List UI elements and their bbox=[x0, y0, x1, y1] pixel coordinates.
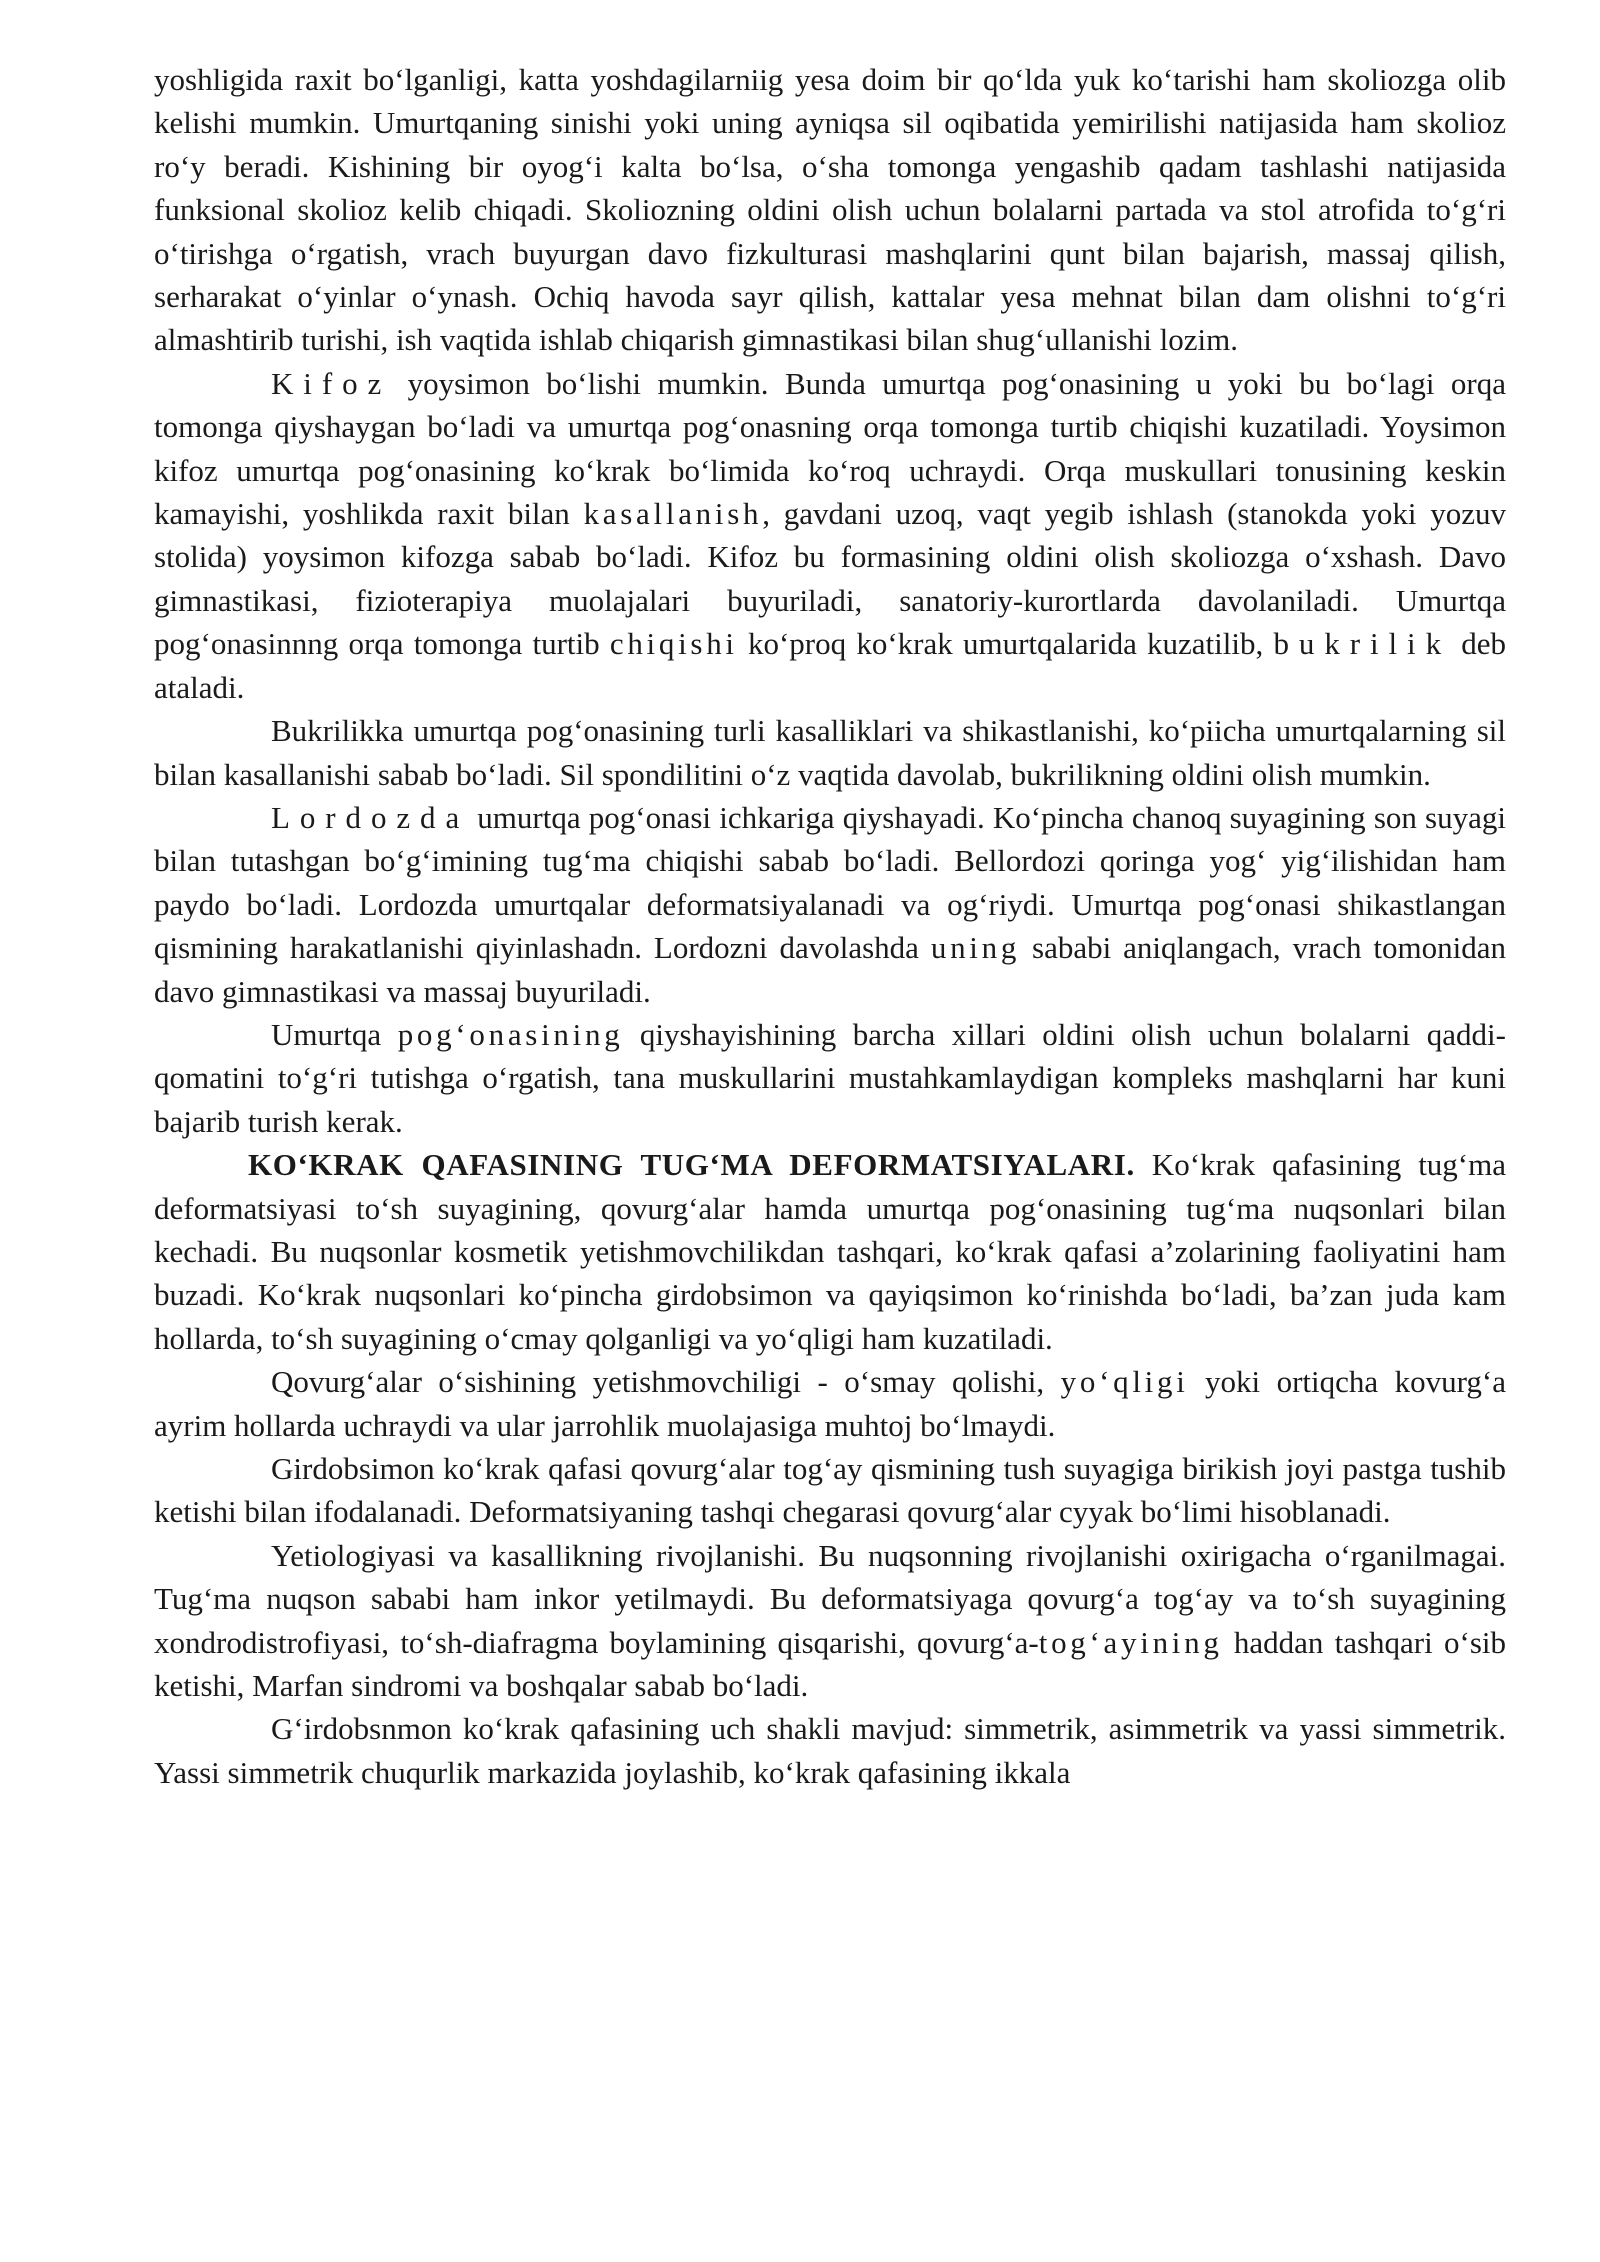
paragraph-lordoz: Lordozda umurtqa pog‘onasi ichkariga qiyshayadi. Ko‘pincha chanoq suyagining son suyagi bilan tutashgan bo‘g‘imining tug‘ma chiqishi sabab bo‘ladi. Bellordozi qoringa yog‘ yig‘ilishidan ham paydo bo‘ladi. Lordozda umurtqalar deformatsiyalanadi va og‘riydi. Umurtqa pog‘onasi shikastlangan qismining harakatlanishi qiyinlashadn. Lordozni davolashda uning sababi aniqlangach, vrach tomonidan davo gimnastikasi va massaj buyuriladi. bbox=[154, 799, 1506, 1009]
paragraph-girdobsimon: Girdobsimon ko‘krak qafasi qovurg‘alar tog‘ay qismining tush suyagiga birikish joyi pastga tushib ketishi bilan ifodalanadi. Deformatsiyaning tashqi chegarasi qovurg‘alar cyyak bo‘limi hisoblanadi. bbox=[154, 1451, 1506, 1530]
paragraph-forms: G‘irdobsnmon ko‘krak qafasining uch shakli mavjud: simmetrik, asimmetrik va yassi simmetrik. Yassi simmetrik chuqurlik markazida joylashib, ko‘krak qafasining ikkala bbox=[154, 1711, 1506, 1790]
paragraph-kifoz: Kifoz yoysimon bo‘lishi mumkin. Bunda umurtqa pog‘onasining u yoki bu bo‘lagi orqa tomonga qiyshaygan bo‘ladi va umurtqa pog‘onasning orqa tomonga turtib chiqishi kuzatiladi. Yoysimon kifoz umurtqa pog‘onasining ko‘krak bo‘limida ko‘roq uchraydi. Orqa muskullari tonusining keskin kamayishi, yoshlikda raxit bilan kasallanish, gavdani uzoq, vaqt yegib ishlash (stanokda yoki yozuv stolida) yoysimon kifozga sabab bo‘ladi. Kifoz bu formasining oldini olish skoliozga o‘xshash. Davo gimnastikasi, fizioterapiya muolajalari buyuriladi, sanatoriy-kurortlarda davolaniladi. Umurtqa pog‘onasinnng orqa tomonga turtib chiqishi ko‘proq ko‘krak umurtqalarida kuzatilib, bukrilik deb ataladi. bbox=[154, 365, 1507, 705]
paragraph-prevention: Umurtqa pog‘onasining qiyshayishining barcha xillari oldini olish uchun bolalarni qaddi-qomatini to‘g‘ri tutishga o‘rgatish, tana muskullarini mustahkamlaydigan kompleks mashqlarni har kuni bajarib turish kerak. bbox=[154, 1016, 1506, 1139]
paragraph-skolioz-prevention: yoshligida raxit bo‘lganligi, katta yoshdagilarniig yesa doim bir qo‘lda yuk ko‘tarishi ham skoliozga olib kelishi mumkin. Umurtqaning sinishi yoki uning ayniqsa sil oqibatida yemirilishi natijasida ham skolioz ro‘y beradi. Kishining bir oyog‘i kalta bo‘lsa, o‘sha tomonga yengashib qadam tashlashi natijasida funksional skolioz kelib chiqadi. Skoliozning oldini olish uchun bolalarni partada va stol atrofida to‘g‘ri o‘tirishga o‘rgatish, vrach buyurgan davo fizkulturasi mashqlarini qunt bilan bajarish, massaj qilish, serharakat o‘yinlar o‘ynash. Ochiq havoda sayr qilish, kattalar yesa mehnat bilan dam olishni to‘g‘ri almashtirib turishi, ish vaqtida ishlab chiqarish gimnastikasi bilan shug‘ullanishi lozim. bbox=[154, 62, 1506, 358]
paragraph-ribs: Qovurg‘alar o‘sishining yetishmovchiligi - o‘smay qolishi, yo‘qligi yoki ortiqcha kovurg‘a ayrim hollarda uchraydi va ular jarrohlik muolajasiga muhtoj bo‘lmaydi. bbox=[154, 1364, 1506, 1443]
term-lordozda: Lordozda bbox=[271, 799, 470, 835]
term-kifoz: Kifoz bbox=[271, 365, 392, 401]
paragraph-bukrilik: Bukrilikka umurtqa pog‘onasining turli kasalliklari va shikastlanishi, ko‘piicha umurtqalarning sil bilan kasallanishi sabab bo‘ladi. Sil spondilitini o‘z vaqtida davolab, bukrilikning oldini olish mumkin. bbox=[154, 713, 1506, 792]
section-heading: KO‘KRAK QAFASINING TUG‘MA DEFORMATSIYALARI. bbox=[248, 1147, 1135, 1183]
paragraph-etiology: Yetiologiyasi va kasallikning rivojlanishi. Bu nuqsonning rivojlanishi oxirigacha o‘rganilmagai. Tug‘ma nuqson sababi ham inkor yetilmaydi. Bu deformatsiyaga qovurg‘a tog‘ay va to‘sh suyagining xondrodistrofiyasi, to‘sh-diafragma boylamining qisqarishi, qovurg‘a-tog‘ayining haddan tashqari o‘sib ketishi, Marfan sindromi va boshqalar sabab bo‘ladi. bbox=[154, 1537, 1506, 1704]
document-page bbox=[154, 58, 1506, 1794]
term-bukrilik: bukrilik bbox=[1273, 626, 1452, 662]
paragraph-chest-deformations: KO‘KRAK QAFASINING TUG‘MA DEFORMATSIYALARI. Ko‘krak qafasining tug‘ma deformatsiyasi to‘sh suyagining, qovurg‘alar hamda umurtqa pog‘onasining tug‘ma nuqsonlari bilan kechadi. Bu nuqsonlar kosmetik yetishmovchilikdan tashqari, ko‘krak qafasi a’zolarining faoliyatini ham buzadi. Ko‘krak nuqsonlari ko‘pincha girdobsimon va qayiqsimon ko‘rinishda bo‘ladi, ba’zan juda kam hollarda, to‘sh suyagining o‘cmay qolganligi va yo‘qligi ham kuzatiladi. bbox=[154, 1147, 1506, 1356]
